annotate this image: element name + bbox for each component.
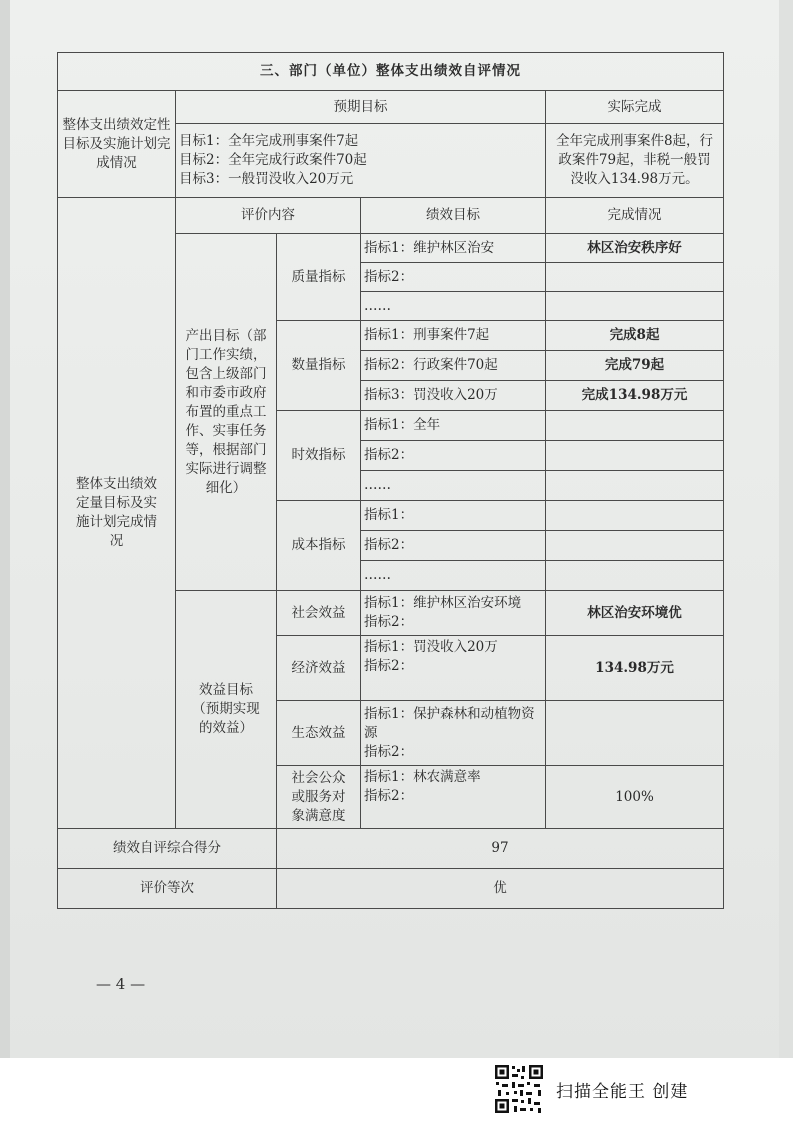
scanner-app-label: 扫描全能王 创建	[556, 1081, 689, 1102]
scanner-watermark	[494, 1064, 724, 1114]
page-shadow-left	[0, 0, 10, 1058]
social-benefit-targets	[361, 591, 546, 636]
indicator-status	[546, 471, 724, 501]
indicator-status	[546, 292, 724, 321]
indicator-target: ……	[361, 561, 546, 591]
indicator-target: 指标1：保护森林和动植物资源	[364, 705, 535, 741]
cost-indicator-label: 成本指标	[277, 501, 361, 591]
indicator-target: 指标1：林农满意率	[364, 769, 481, 785]
expected-goals-cell	[176, 124, 546, 198]
indicator-target: 指标1：维护林区治安环境	[364, 595, 522, 611]
social-benefit-label: 社会效益	[277, 591, 361, 636]
indicator-target: 指标2：	[364, 788, 414, 804]
table-title: 三、部门（单位）整体支出绩效自评情况	[58, 53, 724, 91]
indicator-target: 指标2：	[364, 614, 414, 630]
benefit-goal-label: 效益目标（预期实现的效益）	[176, 591, 277, 829]
indicator-target: 指标2：	[361, 531, 546, 561]
actual-completion-header: 实际完成	[546, 91, 724, 124]
indicator-target: ……	[361, 292, 546, 321]
completion-status-header: 完成情况	[546, 198, 724, 234]
expected-goal-line: 目标1：全年完成刑事案件7起	[179, 133, 359, 149]
indicator-target: 指标2：	[364, 743, 414, 760]
indicator-status	[546, 263, 724, 292]
quality-indicator-label: 质量指标	[277, 234, 361, 321]
indicator-target: 指标2：行政案件70起	[361, 351, 546, 381]
overall-score-value: 97	[277, 829, 724, 869]
indicator-status	[546, 561, 724, 591]
indicator-status	[546, 501, 724, 531]
indicator-target: 指标1：全年	[361, 411, 546, 441]
ecological-benefit-targets	[361, 701, 546, 766]
evaluation-grade-label: 评价等次	[58, 869, 277, 909]
expected-goal-line: 目标3：一般罚没收入20万元	[179, 171, 354, 187]
economic-benefit-targets	[361, 636, 546, 701]
indicator-status	[546, 531, 724, 561]
indicator-target: ……	[361, 471, 546, 501]
indicator-target: 指标2：	[361, 441, 546, 471]
indicator-target: 指标2：	[364, 658, 414, 674]
quantity-indicator-label: 数量指标	[277, 321, 361, 411]
performance-target-header: 绩效目标	[361, 198, 546, 234]
indicator-status: 完成79起	[546, 351, 724, 381]
indicator-status: 完成8起	[546, 321, 724, 351]
self-evaluation-table	[57, 52, 724, 909]
page-shadow-right	[779, 0, 793, 1058]
output-goal-label: 产出目标（部门工作实绩，包含上级部门和市委市政府布置的重点工作、实事任务等，根据部门实际进行调整细化）	[176, 234, 277, 591]
indicator-target: 指标1：	[361, 501, 546, 531]
economic-benefit-status: 134.98万元	[546, 636, 724, 701]
ecological-benefit-label: 生态效益	[277, 701, 361, 766]
economic-benefit-label: 经济效益	[277, 636, 361, 701]
social-benefit-status: 林区治安环境优	[546, 591, 724, 636]
overall-score-label: 绩效自评综合得分	[58, 829, 277, 869]
indicator-target: 指标1：刑事案件7起	[361, 321, 546, 351]
page-number: — 4 —	[96, 975, 146, 993]
timeliness-indicator-label: 时效指标	[277, 411, 361, 501]
evaluation-content-header: 评价内容	[176, 198, 361, 234]
indicator-status: 完成134.98万元	[546, 381, 724, 411]
expected-goal-line: 目标2：全年完成行政案件70起	[179, 152, 367, 168]
indicator-target: 指标3：罚没收入20万	[361, 381, 546, 411]
indicator-status	[546, 441, 724, 471]
expected-goal-header: 预期目标	[176, 91, 546, 124]
ecological-benefit-status	[546, 701, 724, 766]
satisfaction-targets	[361, 766, 546, 829]
indicator-target: 指标1：维护林区治安	[361, 234, 546, 263]
evaluation-grade-value: 优	[277, 869, 724, 909]
indicator-target: 指标1：罚没收入20万	[364, 639, 498, 655]
qualitative-section-label: 整体支出绩效定性目标及实施计划完成情况	[58, 91, 176, 198]
indicator-status: 林区治安秩序好	[546, 234, 724, 263]
actual-completion-cell: 全年完成刑事案件8起，行政案件79起，非税一般罚没收入134.98万元。	[546, 124, 724, 198]
satisfaction-status: 100%	[546, 766, 724, 829]
quantitative-section-label: 整体支出绩效定量目标及实施计划完成情况	[58, 198, 176, 829]
indicator-status	[546, 411, 724, 441]
satisfaction-indicator-label: 社会公众或服务对象满意度	[277, 766, 361, 829]
qr-code-icon	[494, 1064, 544, 1114]
indicator-target: 指标2：	[361, 263, 546, 292]
